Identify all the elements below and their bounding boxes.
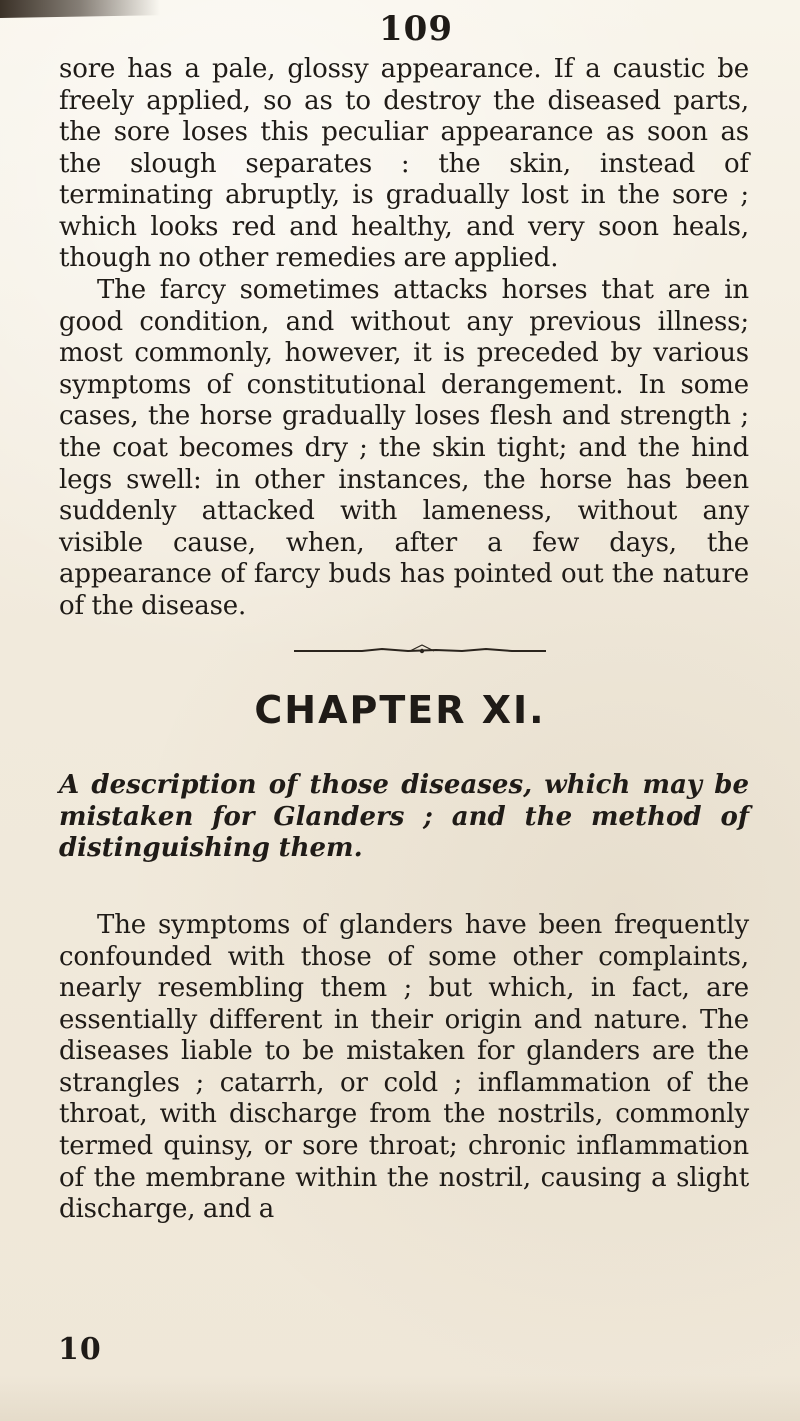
chapter-subtitle: A description of those diseases, which may be mistaken for Glanders ; and the method of distinguishing them. xyxy=(59,770,749,864)
page-stain xyxy=(0,0,160,18)
chapter-body xyxy=(59,910,749,1226)
intro-text-block xyxy=(59,54,749,622)
page-number: 109 xyxy=(379,9,453,49)
chapter-title: CHAPTER XI. xyxy=(254,688,546,732)
section-divider xyxy=(290,637,550,667)
page-bottom-shadow xyxy=(0,1375,800,1421)
farcy-paragraph: The farcy sometimes attacks horses that are in good condition, and without any previous illness; most commonly, however, it is preceded by various symptoms of constitutional derangement. In some cases, the horse gradually loses flesh and strength ; the coat becomes dry ; the skin tight; and the hind legs swell: in other instances, the horse has been suddenly attacked with lameness, without any visible cause, when, after a few days, the appearance of farcy buds has pointed out the nature of the disease. xyxy=(59,275,749,621)
signature-marker: 10 xyxy=(58,1332,102,1367)
chapter-paragraph: The symptoms of glanders have been frequently confounded with those of some other complaints, nearly resembling them ; but which, in fact, are essentially different in their origin and nature. The diseases liable to be mistaken for glanders are the strangles ; catarrh, or cold ; inflammation of the throat, with discharge from the nostrils, commonly termed quinsy, or sore throat; chronic inflammation of the membrane within the nostril, causing a slight discharge, and a xyxy=(59,910,749,1225)
intro-paragraph: sore has a pale, glossy appearance. If a caustic be freely applied, so as to destroy the diseased parts, the sore loses this peculiar appearance as soon as the slough separates : the skin, instead of terminating abruptly, is gradually lost in the sore ; which looks red and healthy, and very soon heals, though no other remedies are applied. xyxy=(59,54,749,274)
